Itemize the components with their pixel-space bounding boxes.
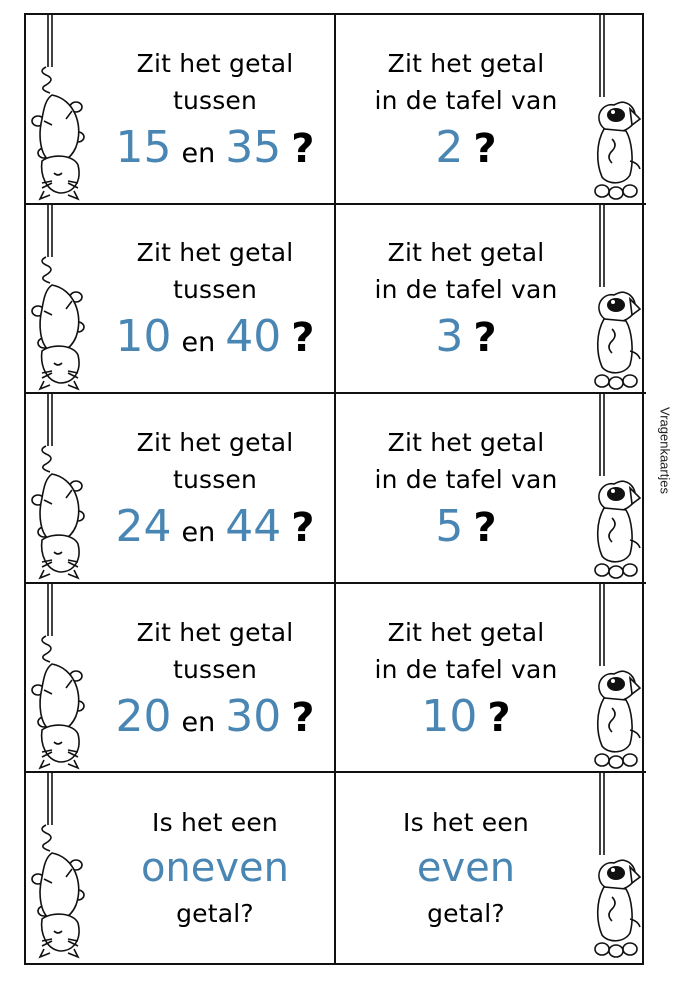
card-line: Zit het getal [136, 617, 294, 647]
card-line: Zit het getal [136, 48, 294, 78]
question-mark: ? [487, 694, 511, 741]
side-label: Vragenkaartjes [657, 406, 673, 494]
table-number: 10 [421, 690, 478, 742]
card-line: Zit het getal [387, 427, 545, 457]
word-en: en [181, 516, 216, 548]
card-between-2 [26, 205, 336, 395]
card-line: in de tafel van [374, 654, 558, 684]
number-high: 40 [225, 311, 282, 363]
card-line: Is het een [403, 808, 529, 838]
card-line: Zit het getal [387, 48, 545, 78]
dog-icon [590, 15, 642, 203]
word-en: en [181, 327, 216, 359]
card-line: Zit het getal [136, 238, 294, 268]
card-line: getal? [427, 899, 505, 929]
keyword-even: even [416, 845, 516, 892]
number-low: 24 [115, 500, 172, 552]
word-en: en [181, 137, 216, 169]
card-even [336, 773, 646, 963]
hanging-cat-icon [30, 394, 92, 582]
card-table-10 [336, 584, 646, 774]
card-line: tussen [172, 464, 258, 494]
question-mark: ? [291, 315, 315, 362]
card-table-5 [336, 394, 646, 584]
card-line: in de tafel van [374, 85, 558, 115]
question-mark: ? [291, 125, 315, 172]
card-line: getal? [176, 899, 254, 929]
question-mark: ? [473, 315, 497, 362]
card-line: Zit het getal [387, 238, 545, 268]
hanging-cat-icon [30, 205, 92, 393]
table-number: 5 [435, 500, 464, 552]
card-table-3 [336, 205, 646, 395]
question-cards-grid [24, 13, 644, 965]
hanging-cat-icon [30, 773, 92, 961]
number-low: 15 [115, 121, 172, 173]
card-between-4 [26, 584, 336, 774]
card-line: in de tafel van [374, 464, 558, 494]
keyword-odd: oneven [140, 845, 290, 892]
card-line: Zit het getal [136, 427, 294, 457]
hanging-cat-icon [30, 15, 92, 203]
card-odd [26, 773, 336, 963]
question-mark: ? [473, 125, 497, 172]
table-number: 3 [435, 311, 464, 363]
card-table-2 [336, 15, 646, 205]
question-mark: ? [291, 694, 315, 741]
card-line: tussen [172, 654, 258, 684]
number-low: 20 [115, 690, 172, 742]
number-high: 35 [225, 121, 282, 173]
hanging-cat-icon [30, 584, 92, 772]
number-low: 10 [115, 311, 172, 363]
dog-icon [590, 394, 642, 582]
card-between-3 [26, 394, 336, 584]
question-mark: ? [473, 504, 497, 551]
card-line: Is het een [152, 808, 278, 838]
number-high: 44 [225, 500, 282, 552]
table-number: 2 [435, 121, 464, 173]
number-high: 30 [225, 690, 282, 742]
dog-icon [590, 205, 642, 393]
card-line: in de tafel van [374, 275, 558, 305]
card-line: tussen [172, 85, 258, 115]
dog-icon [590, 773, 642, 961]
card-line: tussen [172, 275, 258, 305]
question-mark: ? [291, 504, 315, 551]
card-between-1 [26, 15, 336, 205]
dog-icon [590, 584, 642, 772]
card-line: Zit het getal [387, 617, 545, 647]
word-en: en [181, 706, 216, 738]
